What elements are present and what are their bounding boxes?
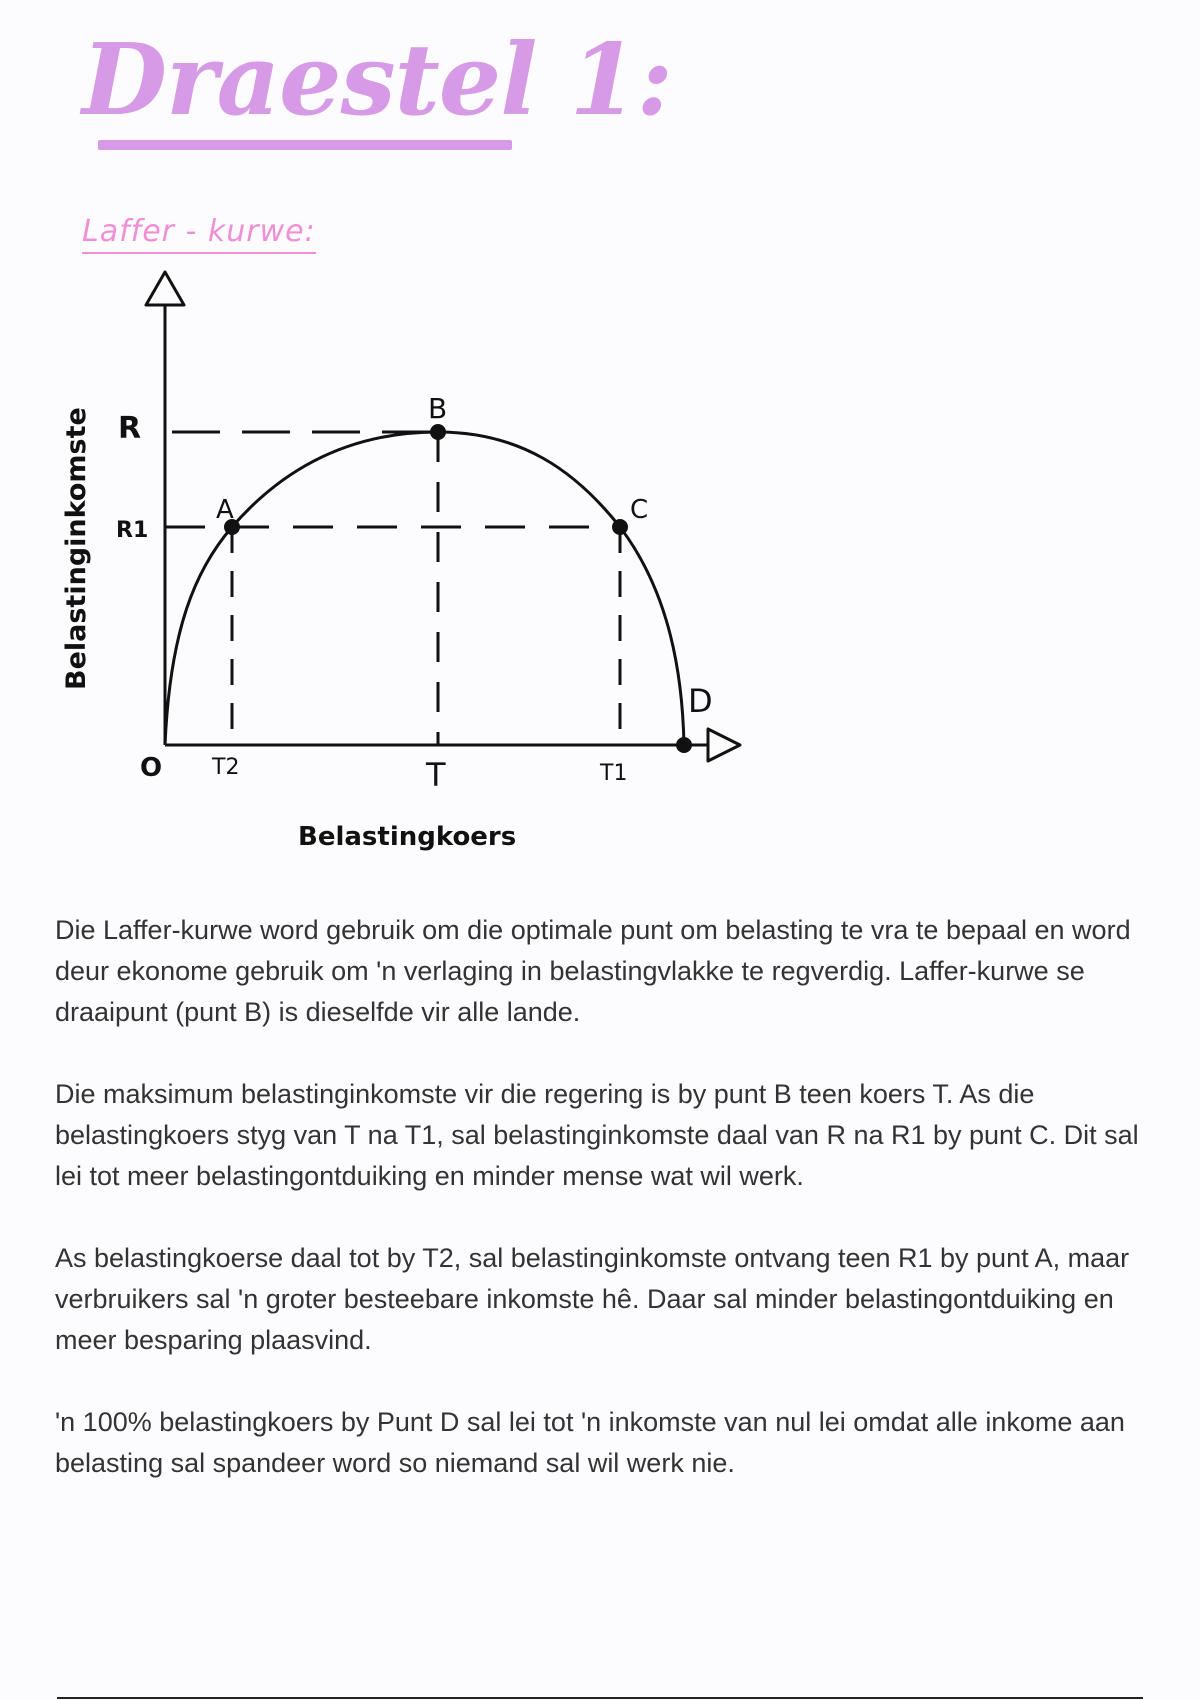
point-b: [430, 424, 446, 440]
origin-label: O: [140, 753, 163, 783]
footer-divider: [57, 1697, 1143, 1699]
x-axis-arrow: [708, 729, 740, 761]
paragraph-2: Die maksimum belastinginkomste vir die regering is by punt B teen koers T. As die belastingkoers styg van T na T1, sal belastinginkomste daal van R na R1 by punt C. Dit sal lei tot meer belastingontduiking en minder mense wat wil werk.: [55, 1079, 1139, 1191]
section-subtitle: Laffer - kurwe:: [82, 212, 316, 254]
point-c: [612, 519, 628, 535]
point-d: [676, 737, 692, 753]
explanation-text: [55, 910, 1155, 1525]
x-tick-t1: T1: [600, 761, 628, 786]
y-axis-arrow: [146, 272, 184, 305]
y-tick-r: R: [118, 411, 142, 446]
x-tick-t2: T2: [212, 755, 240, 780]
point-d-label: D: [688, 682, 713, 720]
x-axis-title: Belastingkoers: [298, 822, 517, 852]
laffer-curve: [165, 432, 684, 745]
point-b-label: B: [428, 392, 448, 425]
page-title: Draestel 1:: [82, 23, 672, 138]
point-a-label: A: [216, 495, 234, 525]
y-axis-title: Belastinginkomste: [61, 407, 92, 690]
paragraph-3: As belastingkoerse daal tot by T2, sal belastinginkomste ontvang teen R1 by punt A, maar verbruikers sal 'n groter besteebare inkomste hê. Daar sal minder belastingontduiking en meer besparing plaasvind.: [55, 1243, 1130, 1355]
x-tick-t: T: [426, 756, 446, 794]
point-c-label: C: [630, 495, 649, 525]
paragraph-4: 'n 100% belastingkoers by Punt D sal lei tot 'n inkomste van nul lei omdat alle inkome aan belasting sal spandeer word so niemand sal wil werk nie.: [55, 1407, 1125, 1478]
y-tick-r1: R1: [116, 518, 149, 543]
paragraph-1: Die Laffer-kurwe word gebruik om die optimale punt om belasting te vra te bepaal en word deur ekonome gebruik om 'n verlaging in belastingvlakke te regverdig. Laffer-kurwe se draaipunt (punt B) is dieselfde vir alle lande.: [55, 915, 1131, 1027]
